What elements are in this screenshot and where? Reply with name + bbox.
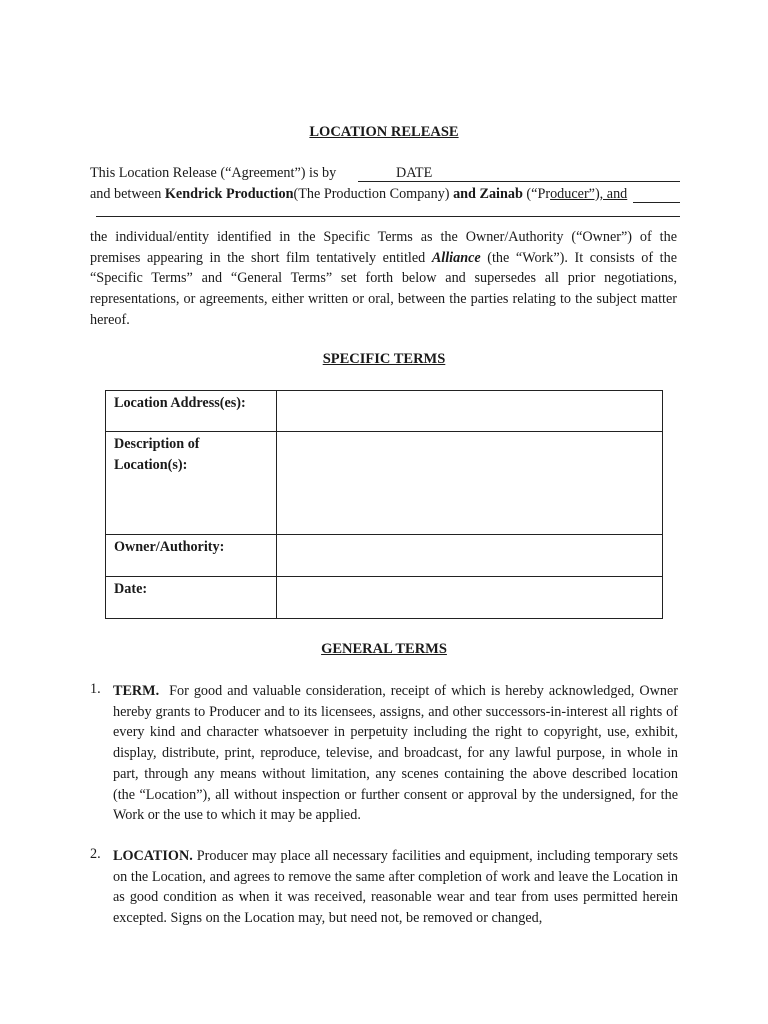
intro-paragraph (90, 227, 677, 331)
owner-name-field[interactable] (96, 216, 680, 217)
table-row (106, 391, 663, 432)
owner-authority-label: Owner/Authority: (106, 535, 277, 577)
intro-line-1-text: This Location Release (“Agreement”) is by (90, 165, 337, 181)
term-2-number: 2. (90, 846, 101, 862)
table-row (106, 577, 663, 619)
company-role: (The Production Company) (293, 186, 450, 202)
table-row (106, 535, 663, 577)
location-description-label: Description of Location(s): (106, 432, 277, 535)
owner-authority-field[interactable] (276, 535, 662, 577)
company-name: Kendrick Production (164, 186, 294, 202)
date-label: Date: (106, 577, 277, 619)
specific-terms-table (105, 390, 663, 619)
producer-label-rest: oducer”), and (550, 186, 628, 202)
specific-terms-heading: SPECIFIC TERMS (322, 351, 446, 367)
intro-line-2-prefix: and between (90, 186, 162, 202)
general-terms-heading: GENERAL TERMS (321, 641, 447, 657)
term-2-title: LOCATION. (113, 848, 193, 864)
intro-line-1 (90, 165, 336, 182)
date-placeholder: DATE (396, 165, 433, 181)
term-1-paragraph (113, 681, 678, 826)
term-2-paragraph (113, 846, 678, 929)
film-title: Alliance (431, 249, 481, 266)
intro-paragraph-a: the individual/entity identified in the Specific Terms as the Owner/Authority (“Owner”) of the premises appearing in the short film tentatively entitled (90, 229, 677, 266)
location-address-field[interactable] (276, 391, 662, 432)
term-1-title: TERM. (113, 683, 160, 699)
producer-name: and Zainab (453, 186, 523, 202)
table-row (106, 432, 663, 535)
date-field[interactable] (276, 577, 662, 619)
location-address-label: Location Address(es): (106, 391, 277, 432)
term-1-text: For good and valuable consideration, receipt of which is hereby acknowledged, Owner hereby grants to Producer and to its licensees, assigns, and other successors-in-interest all rights of every kind and character whatsoever in perpetuity including the right to copyright, use, exhibit, display, distribute, print, reproduce, televise, and broadcast, for any lawful purpose, in whole in part, through any means without limitation, any scenes containing the above described location (the “Location”), all without inspection or further consent or approval by the undersigned, for the Work or the use to which it may be applied. (113, 683, 679, 824)
producer-label-open: (“Pr (526, 186, 551, 202)
location-description-field[interactable] (276, 432, 662, 535)
producer-line-extension (633, 202, 680, 203)
term-2-text: Producer may place all necessary facilities and equipment, including temporary sets on the Location, and agrees to remove the same after completion of work and leave the Location in as good condition as when it was received, reasonable wear and tear from uses permitted herein excepted. Signs on the Location may, but need not, be removed or changed, (113, 848, 678, 927)
intro-line-2 (90, 186, 627, 203)
term-1-number: 1. (90, 681, 101, 697)
intro-paragraph-b: (the “Work”). It consists of the “Specific Terms” and “General Terms” set forth below and supersedes all prior negotiations, representations, or agreements, either written or oral, between the parties relating to the subject matter hereof. (90, 249, 677, 328)
document-title: LOCATION RELEASE (309, 124, 459, 140)
